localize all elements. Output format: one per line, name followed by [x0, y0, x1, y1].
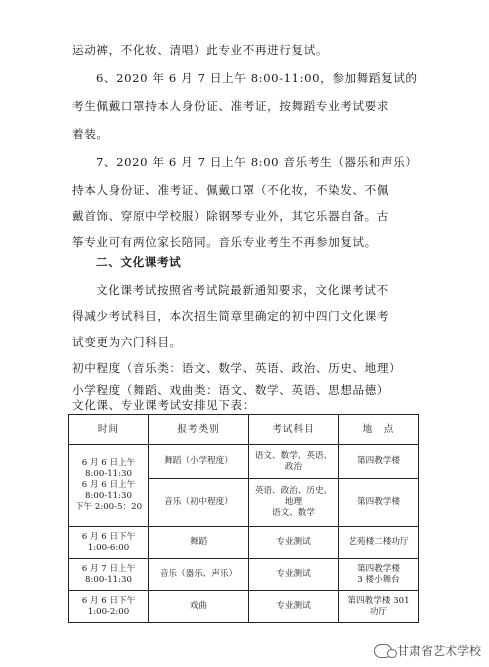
subjects-cell: 英语、政治、历史、 地理 语文、数学: [249, 479, 339, 527]
wechat-icon: [374, 644, 392, 658]
location-cell: 第四教学楼 3 楼小舞台: [339, 559, 419, 591]
subjects-cell: 专业测试: [249, 591, 339, 623]
location-cell: 第四教学楼 301 功厅: [339, 591, 419, 623]
subjects-cell: 语文、数学、英语、 政治: [249, 445, 339, 479]
header-location: 地 点: [339, 415, 419, 445]
paragraph-line: 着装。: [72, 127, 109, 141]
header-time: 时间: [69, 415, 149, 445]
paragraph-line: 运动裤，不化妆、清唱）此专业不再进行复试。: [72, 43, 329, 57]
category-cell: 音乐（初中程度）: [149, 479, 249, 527]
watermark: [374, 642, 481, 659]
paragraph-line: 戴首饰、穿原中学校服）除钢琴专业外，其它乐器自备。古: [72, 209, 390, 223]
paragraph-line: 小学程度（舞蹈、戏曲类：语文、数学、英语、思想品德）: [72, 383, 390, 397]
subjects-cell: 专业测试: [249, 527, 339, 559]
watermark-text: 甘肃省艺术学校: [396, 644, 481, 658]
location-cell: 第四教学楼: [339, 479, 419, 527]
table-row: [69, 527, 419, 559]
category-cell: 舞蹈: [149, 527, 249, 559]
header-category: 报考类别: [149, 415, 249, 445]
paragraph-line: 文化课、专业课考试安排见下表：: [72, 398, 255, 412]
category-cell: 音乐（器乐、声乐）: [149, 559, 249, 591]
category-cell: 舞蹈（小学程度）: [149, 445, 249, 479]
time-cell: 6 月 6 日下午 1:00-6:00: [69, 527, 149, 559]
section-heading: 二、文化课考试: [96, 255, 182, 269]
subjects-cell: 专业测试: [249, 559, 339, 591]
paragraph-line: 筝专业可有两位家长陪同。音乐专业考生不再参加复试。: [72, 235, 377, 249]
paragraph-line: 得减少考试科目，本次招生简章里确定的初中四门文化课考: [72, 309, 390, 323]
location-cell: 艺苑楼二楼功厅: [339, 527, 419, 559]
table-row: [69, 559, 419, 591]
paragraph-line: 初中程度（音乐类：语文、数学、英语、政治、历史、地理）: [72, 361, 402, 375]
time-cell: 6 月 6 日下午 1:00-2:00: [69, 591, 149, 623]
paragraph-line: 6、2020 年 6 月 7 日上午 8:00-11:00，参加舞蹈复试的: [96, 71, 418, 85]
paragraph-line: 试变更为六门科目。: [72, 335, 182, 349]
paragraph-line: 考生佩戴口罩持本人身份证、准考证，按舞蹈专业考试要求: [72, 99, 390, 113]
paragraph-line: 文化课考试按照省考试院最新通知要求，文化课考试不: [96, 283, 389, 297]
table-row: [69, 591, 419, 623]
time-cell: 6 月 6 日上午 8:00-11:30 6 月 6 日上午 8:00-11:30 下午 2:00-5：20: [69, 445, 149, 527]
table-header-row: [69, 415, 419, 445]
category-cell: 戏曲: [149, 591, 249, 623]
paragraph-line: 持本人身份证、准考证、佩戴口罩（不化妆，不染发、不佩: [72, 183, 390, 197]
paragraph-line: 7、2020 年 6 月 7 日上午 8:00 音乐考生（器乐和声乐）: [96, 155, 418, 169]
location-cell: 第四教学楼: [339, 445, 419, 479]
table-row: [69, 445, 419, 479]
schedule-table: [68, 414, 419, 623]
header-subjects: 考试科目: [249, 415, 339, 445]
time-cell: 6 月 7 日上午 8:00-11:30: [69, 559, 149, 591]
